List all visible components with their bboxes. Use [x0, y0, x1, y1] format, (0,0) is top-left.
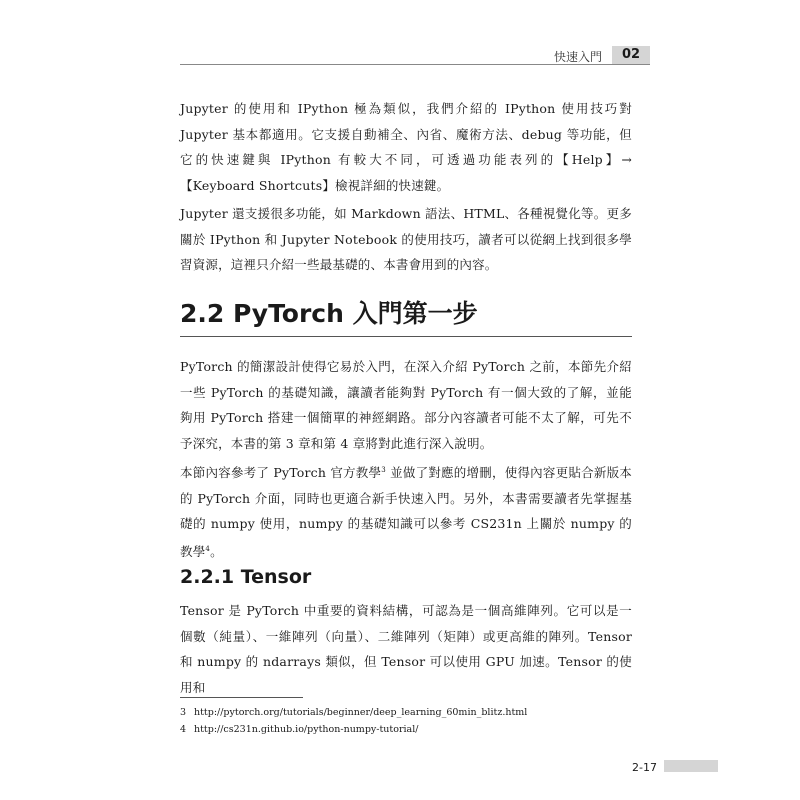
- paragraph-4-part-a: 本節內容參考了 PyTorch 官方教學: [180, 465, 382, 481]
- intro-block: [180, 96, 632, 198]
- section-block-2: [180, 458, 632, 564]
- footnote-item: [180, 704, 632, 721]
- page-header: [0, 0, 800, 70]
- footnote-rule: [180, 697, 303, 698]
- paragraph-4-part-b: 並做了對應的增刪，使得內容更貼合新版本的 PyTorch 介面，同時也更適合新手快速入門。另外，本書需要讀者先掌握基礎的 numpy 使用，numpy 的基礎知識可以參考 CS231n 上關於 numpy 的教學: [180, 465, 632, 559]
- paragraph-4-part-c: 。: [210, 543, 223, 559]
- subsection-heading: 2.2.1 Tensor: [180, 566, 312, 588]
- page-number: 2-17: [632, 761, 657, 774]
- chapter-name: 快速入門: [553, 50, 602, 64]
- footnote-ref-3: 3: [381, 466, 386, 474]
- paragraph-1: Jupyter 的使用和 IPython 極為類似，我們介紹的 IPython 使用技巧對 Jupyter 基本都適用。它支援自動補全、內省、魔術方法、debug 等功能，但它的快速鍵與 IPython 有較大不同，可透過功能表列的【Help】→【Keyboard Shortcuts】檢視詳細的快速鍵。: [180, 101, 632, 193]
- footnote-number: 4: [180, 724, 187, 735]
- footnote-ref-4: 4: [205, 544, 211, 553]
- footnotes: [180, 704, 632, 738]
- header-rule: [180, 64, 650, 65]
- intro-block-2: [180, 201, 632, 278]
- section-heading: 2.2 PyTorch 入門第一步: [180, 294, 632, 337]
- paragraph-4: [180, 458, 632, 564]
- section-block: [180, 354, 632, 456]
- paragraph-5: Tensor 是 PyTorch 中重要的資料結構，可認為是一個高維陣列。它可以是一個數（純量）、一維陣列（向量）、二維陣列（矩陣）或更高維的陣列。Tensor 和 numpy 的 ndarrays 類似，但 Tensor 可以使用 GPU 加速。Tensor 的使用和: [180, 603, 632, 695]
- footnote-link[interactable]: http://cs231n.github.io/python-numpy-tutorial/: [194, 724, 419, 735]
- subsection-block: [180, 598, 632, 700]
- chapter-number-badge: 02: [612, 46, 650, 64]
- paragraph-3: PyTorch 的簡潔設計使得它易於入門，在深入介紹 PyTorch 之前，本節先介紹一些 PyTorch 的基礎知識，讓讀者能夠對 PyTorch 有一個大致的了解，並能夠用 PyTorch 搭建一個簡單的神經網路。部分內容讀者可能不太了解，可先不予深究，本書的第 3 章和第 4 章將對此進行深入說明。: [180, 359, 632, 451]
- page-number-bar: [664, 760, 718, 772]
- footnote-item: [180, 721, 632, 738]
- footnote-link[interactable]: http://pytorch.org/tutorials/beginner/deep_learning_60min_blitz.html: [194, 707, 528, 718]
- footnote-number: 3: [180, 707, 187, 718]
- paragraph-2: Jupyter 還支援很多功能，如 Markdown 語法、HTML、各種視覺化等。更多關於 IPython 和 Jupyter Notebook 的使用技巧，讀者可以從網上找到很多學習資源，這裡只介紹一些最基礎的、本書會用到的內容。: [180, 206, 632, 272]
